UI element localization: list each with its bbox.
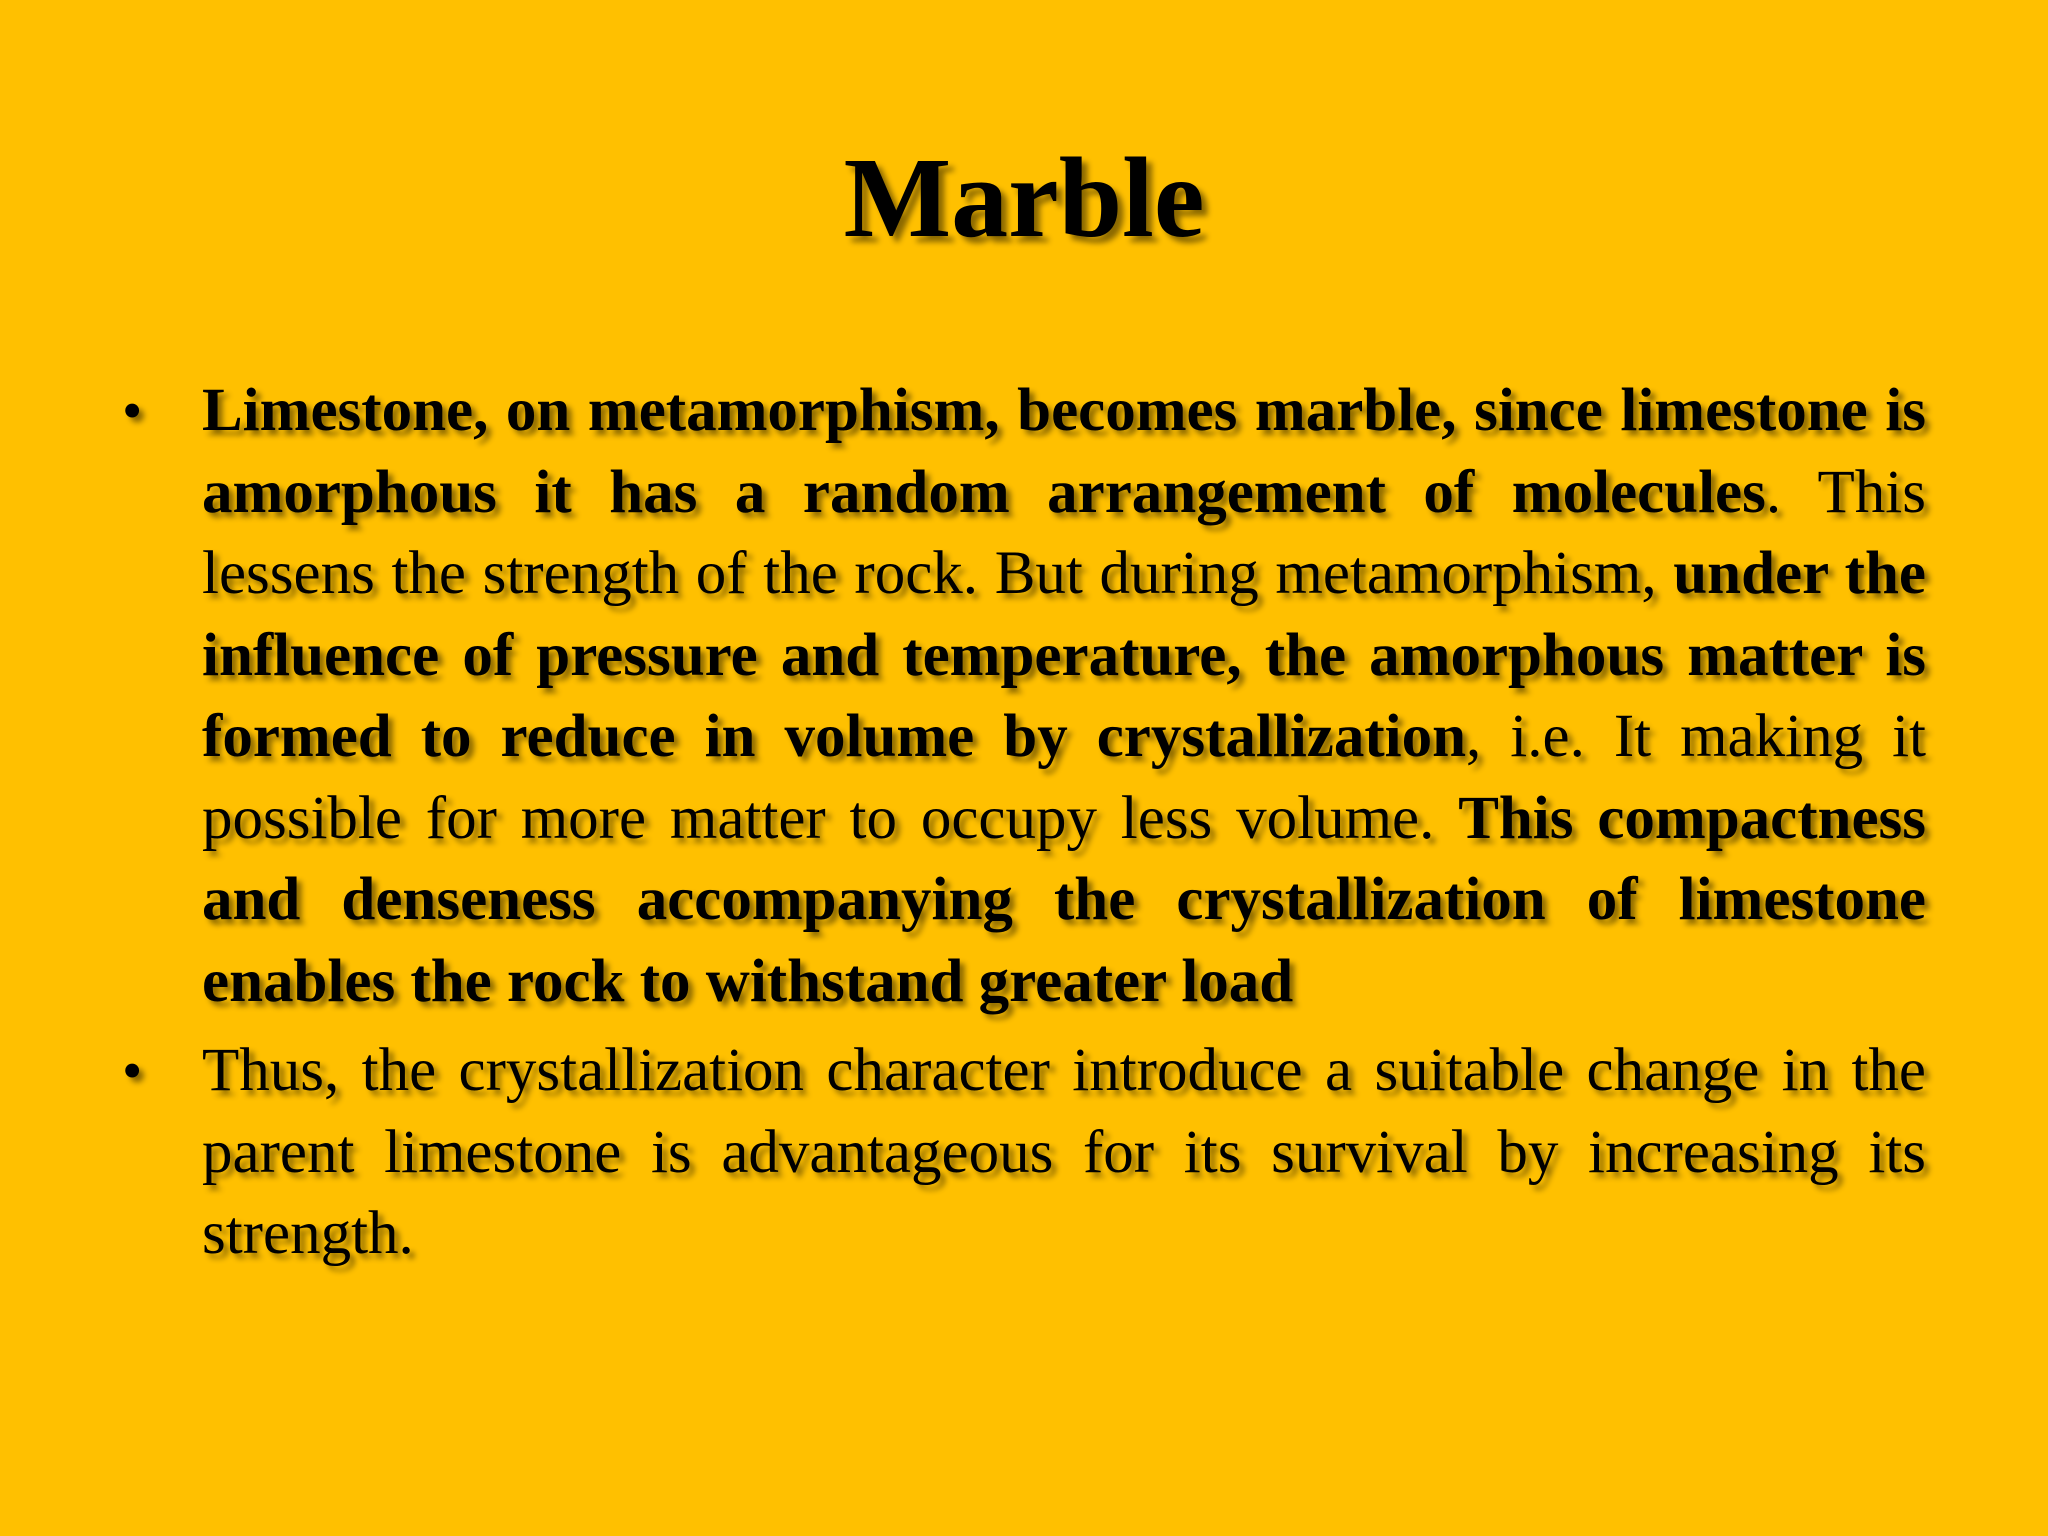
bullet-1-run-5: This compactness and denseness accompanying the crystallization of limestone enables the rock to withstand greater load bbox=[202, 784, 1926, 1015]
bullet-item-1 bbox=[120, 370, 1926, 1022]
bullet-icon: • bbox=[122, 1038, 143, 1103]
bullet-1-run-3: under the influence of pressure and temperature, the amorphous matter is formed to reduce in volume by crystallization bbox=[202, 540, 1926, 770]
bullet-list bbox=[120, 370, 1926, 1283]
slide-title: Marble bbox=[843, 134, 1205, 261]
bullet-1-run-2: . This lessens the strength of the rock. But during metamorphism, bbox=[202, 458, 1926, 607]
bullet-1-run-1: Limestone, on metamorphism, becomes marble, since limestone is amorphous it has a random arrangement of molecules bbox=[202, 377, 1926, 526]
bullet-2-run-1: Thus, the crystallization character introduce a suitable change in the parent limestone is advantageous for its survival by increasing its strength. bbox=[202, 1037, 1926, 1267]
bullet-icon: • bbox=[122, 378, 143, 443]
bullet-item-2 bbox=[120, 1030, 1926, 1275]
bullet-1-run-4: , i.e. It making it possible for more matter to occupy less volume. bbox=[202, 703, 1926, 852]
